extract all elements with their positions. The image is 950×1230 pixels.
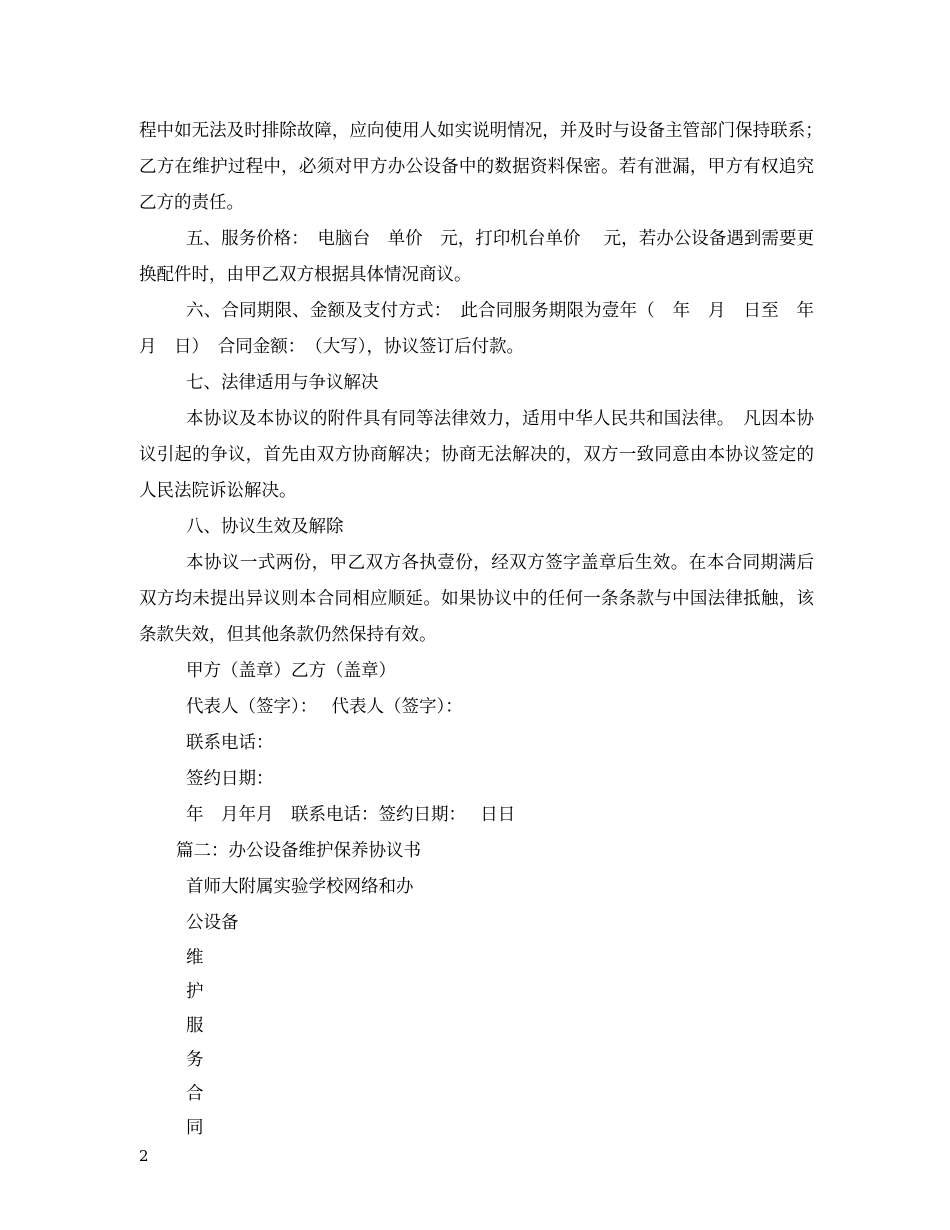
section-two-title-char: 合: [186, 1084, 204, 1104]
document-body: [139, 113, 832, 1145]
section-two-title-char: 维: [186, 948, 204, 968]
paragraph-law-dispute: 本协议及本协议的附件具有同等法律效力，适用中华人民共和国法律。 凡因本协议引起的争议，首先由双方协商解决；协商无法解决的，双方一致同意由本协议签定的人民法院诉讼解决。: [139, 409, 814, 501]
section-two-title-char: 同: [186, 1118, 204, 1138]
section-two-title-char: 服: [186, 1016, 204, 1036]
paragraph-contract-term: 六、合同期限、金额及支付方式： 此合同服务期限为壹年（ 年 月 日至 年 月 日） 合同金额： （大写），协议签订后付款。: [139, 301, 832, 357]
section-two-heading: 篇二：办公设备维护保养协议书: [176, 841, 421, 861]
signature-date: 签约日期：: [186, 769, 274, 789]
signature-phone: 联系电话：: [186, 733, 274, 753]
paragraph-service-price: 五、服务价格： 电脑台 单价 元，打印机台单价 元，若办公设备遇到需要更换配件时，由甲乙双方根据具体情况商议。: [139, 229, 814, 285]
heading-effect-termination: 八、协议生效及解除: [186, 517, 344, 537]
section-two-title-line2: 公设备: [186, 913, 239, 933]
section-two-title-line1: 首师大附属实验学校网络和办: [186, 877, 414, 897]
signature-date-line: 年 月年月 联系电话：签约日期： 日日: [186, 805, 516, 825]
paragraph-effect-termination: 本协议一式两份，甲乙双方各执壹份，经双方签字盖章后生效。在本合同期满后双方均未提出异议则本合同相应顺延。如果协议中的任何一条条款与中国法律抵触，该条款失效，但其他条款仍然保持有效。: [139, 553, 814, 645]
signature-representatives: 代表人（签字）： 代表人（签字）：: [186, 697, 463, 717]
page-number: 2: [139, 1147, 149, 1165]
signature-parties: 甲方（盖章）乙方（盖章）: [186, 661, 396, 681]
section-two-title-char: 务: [186, 1050, 204, 1070]
heading-law-dispute: 七、法律适用与争议解决: [186, 373, 379, 393]
section-two: [139, 833, 814, 1145]
paragraph-maintenance-duties: 程中如无法及时排除故障，应向使用人如实说明情况，并及时与设备主管部门保持联系； 乙方在维护过程中，必须对甲方办公设备中的数据资料保密。若有泄漏，甲方有权追究乙方的责任。: [139, 121, 832, 213]
section-two-title-char: 护: [186, 982, 204, 1002]
signature-block: [139, 653, 814, 833]
